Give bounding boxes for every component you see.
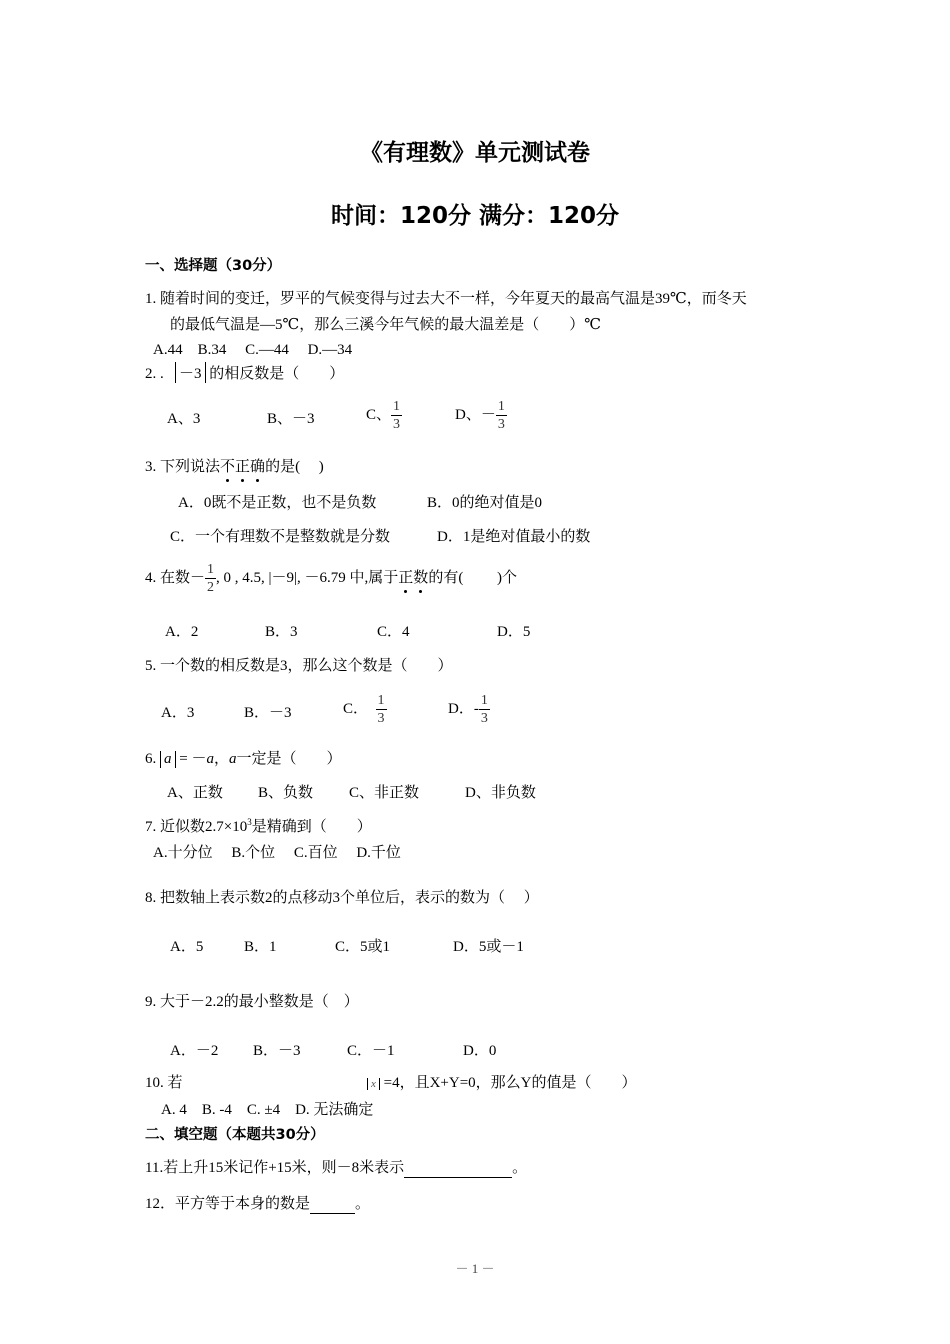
- question-1-line2: 的最低气温是—5℃，那么三溪今年气候的最大温差是（ ）℃: [170, 317, 602, 333]
- question-7-stem: [145, 815, 372, 836]
- question-3-option-d: D．1是绝对值最小的数: [437, 529, 591, 545]
- question-4-pre: 4. 在数－: [145, 569, 206, 586]
- question-6-prefix: 6.: [145, 751, 157, 767]
- question-4-option-c: C．4: [377, 624, 410, 640]
- question-6-mid: = －: [179, 751, 207, 767]
- question-10-pre: 10. 若: [145, 1075, 183, 1091]
- question-9-option-b: B．－3: [253, 1043, 301, 1059]
- question-6-var2: a: [228, 751, 237, 767]
- question-8-stem: 8. 把数轴上表示数2的点移动3个单位后，表示的数为（ ）: [145, 890, 539, 906]
- question-3-stem: [145, 455, 324, 476]
- question-7-post: 是精确到（ ）: [251, 819, 372, 835]
- question-6-suffix: 一定是（ ）: [236, 751, 342, 767]
- question-2-option-a: A、3: [167, 411, 201, 427]
- question-6-option-d: D、非负数: [465, 785, 536, 801]
- question-6-option-a: A、正数: [167, 785, 223, 801]
- answer-blank[interactable]: [310, 1196, 355, 1214]
- question-2-option-d-label: D、－: [455, 406, 496, 423]
- question-2-option-b: B、－3: [267, 411, 315, 427]
- question-4-post: 的有( )个: [428, 569, 518, 586]
- question-6-option-c: C、非正数: [349, 785, 420, 801]
- question-2-option-d: [455, 398, 507, 433]
- fraction-denominator: 2: [207, 580, 215, 595]
- question-11-pre: 11.若上升15米记作+15米，则－8米表示: [145, 1160, 405, 1176]
- question-9-stem: 9. 大于－2.2的最小整数是（ ）: [145, 994, 359, 1010]
- question-5-option-d: [448, 692, 490, 727]
- question-3-post: 的是( ): [265, 459, 324, 475]
- question-2-option-c-label: C、: [366, 406, 392, 423]
- fraction: [479, 692, 490, 727]
- question-5-option-c: [343, 692, 387, 727]
- question-6-abs: a: [160, 751, 176, 768]
- question-5-option-a: A．3: [161, 705, 195, 721]
- question-10-abs: x: [367, 1078, 380, 1090]
- page-title: 《有理数》单元测试卷: [360, 140, 590, 166]
- question-6-option-b: B、负数: [258, 785, 314, 801]
- section-heading-choice: 一、选择题（30分）: [145, 258, 282, 274]
- question-4-option-a: A．2: [165, 624, 199, 640]
- fraction-numerator: 1: [377, 693, 385, 708]
- emphasis-char: 正: [235, 455, 250, 476]
- question-3-option-b: B．0的绝对值是0: [427, 495, 543, 511]
- question-5-option-b: B．－3: [244, 705, 292, 721]
- question-2-prefix: 2. .: [145, 366, 164, 382]
- question-9-option-a: A．－2: [170, 1043, 219, 1059]
- question-8-option-b: B．1: [244, 939, 277, 955]
- question-5-stem: 5. 一个数的相反数是3，那么这个数是（ ）: [145, 658, 453, 674]
- fraction-numerator: 1: [480, 693, 488, 708]
- question-2-option-c: [366, 398, 402, 433]
- fraction-numerator: 1: [393, 399, 401, 414]
- question-3-option-c: C．一个有理数不是整数就是分数: [170, 529, 391, 545]
- fraction-denominator: 3: [377, 711, 385, 726]
- emphasis-char: 确: [250, 455, 265, 476]
- question-1-options: A.44 B.34 C.—44 D.—34: [153, 342, 353, 358]
- exponent: 3: [247, 817, 252, 827]
- fraction: [376, 692, 387, 727]
- question-6-comma: ，: [213, 751, 229, 767]
- question-10-options: A. 4 B. -4 C. ±4 D. 无法确定: [161, 1102, 374, 1118]
- emphasis-char: 数: [413, 566, 428, 587]
- fraction-numerator: 1: [207, 562, 215, 577]
- page-number: － 1 －: [455, 1261, 495, 1276]
- fraction-denominator: 3: [393, 417, 401, 432]
- question-10-post: =4，且X+Y=0，那么Y的值是（ ）: [383, 1075, 637, 1091]
- question-1-line1: 1. 随着时间的变迁，罗平的气候变得与过去大不一样，今年夏天的最高气温是39℃，而冬天: [145, 291, 747, 307]
- question-11-post: 。: [512, 1160, 528, 1176]
- question-7-options: A.十分位 B.个位 C.百位 D.千位: [153, 845, 401, 861]
- question-9-option-c: C．－1: [347, 1043, 395, 1059]
- question-12: [145, 1192, 370, 1214]
- question-5-option-c-label: C．: [343, 700, 369, 717]
- page-subtitle: 时间：120分 满分：120分: [330, 203, 620, 229]
- question-6-stem: [145, 747, 342, 768]
- question-4-mid: , 0 , 4.5, |－9|, －6.79 中,属于: [216, 569, 399, 586]
- fraction: [205, 561, 216, 596]
- answer-blank[interactable]: [404, 1160, 512, 1178]
- emphasis-char: 正: [398, 566, 413, 587]
- fraction-denominator: 3: [497, 417, 505, 432]
- question-4-option-b: B．3: [265, 624, 298, 640]
- question-7-pre: 7. 近似数2.7×10: [145, 819, 248, 835]
- question-9-option-d: D．0: [463, 1043, 497, 1059]
- question-12-pre: 12．平方等于本身的数是: [145, 1196, 311, 1212]
- fraction-numerator: 1: [497, 399, 505, 414]
- fraction-denominator: 3: [480, 711, 488, 726]
- question-10-stem: [367, 1071, 637, 1092]
- question-11: [145, 1156, 527, 1178]
- question-3-pre: 3. 下列说法: [145, 459, 221, 475]
- question-6-var: a: [206, 751, 214, 767]
- fraction: [391, 398, 402, 433]
- question-2-abs: －3: [175, 362, 206, 383]
- question-4-option-d: D．5: [497, 624, 531, 640]
- question-8-option-a: A．5: [170, 939, 204, 955]
- question-3-option-a: A．0既不是正数，也不是负数: [178, 495, 377, 511]
- question-8-option-c: C．5或1: [335, 939, 391, 955]
- question-5-option-d-label: D．-: [448, 700, 479, 717]
- question-12-post: 。: [355, 1196, 371, 1212]
- question-2-stem: [145, 362, 344, 383]
- section-heading-fill: 二、填空题（本题共30分）: [145, 1127, 325, 1143]
- emphasis-char: 不: [220, 455, 235, 476]
- question-2-suffix: 的相反数是（ ）: [209, 366, 345, 382]
- question-4-stem: [145, 561, 517, 596]
- fraction: [496, 398, 507, 433]
- question-8-option-d: D．5或－1: [453, 939, 524, 955]
